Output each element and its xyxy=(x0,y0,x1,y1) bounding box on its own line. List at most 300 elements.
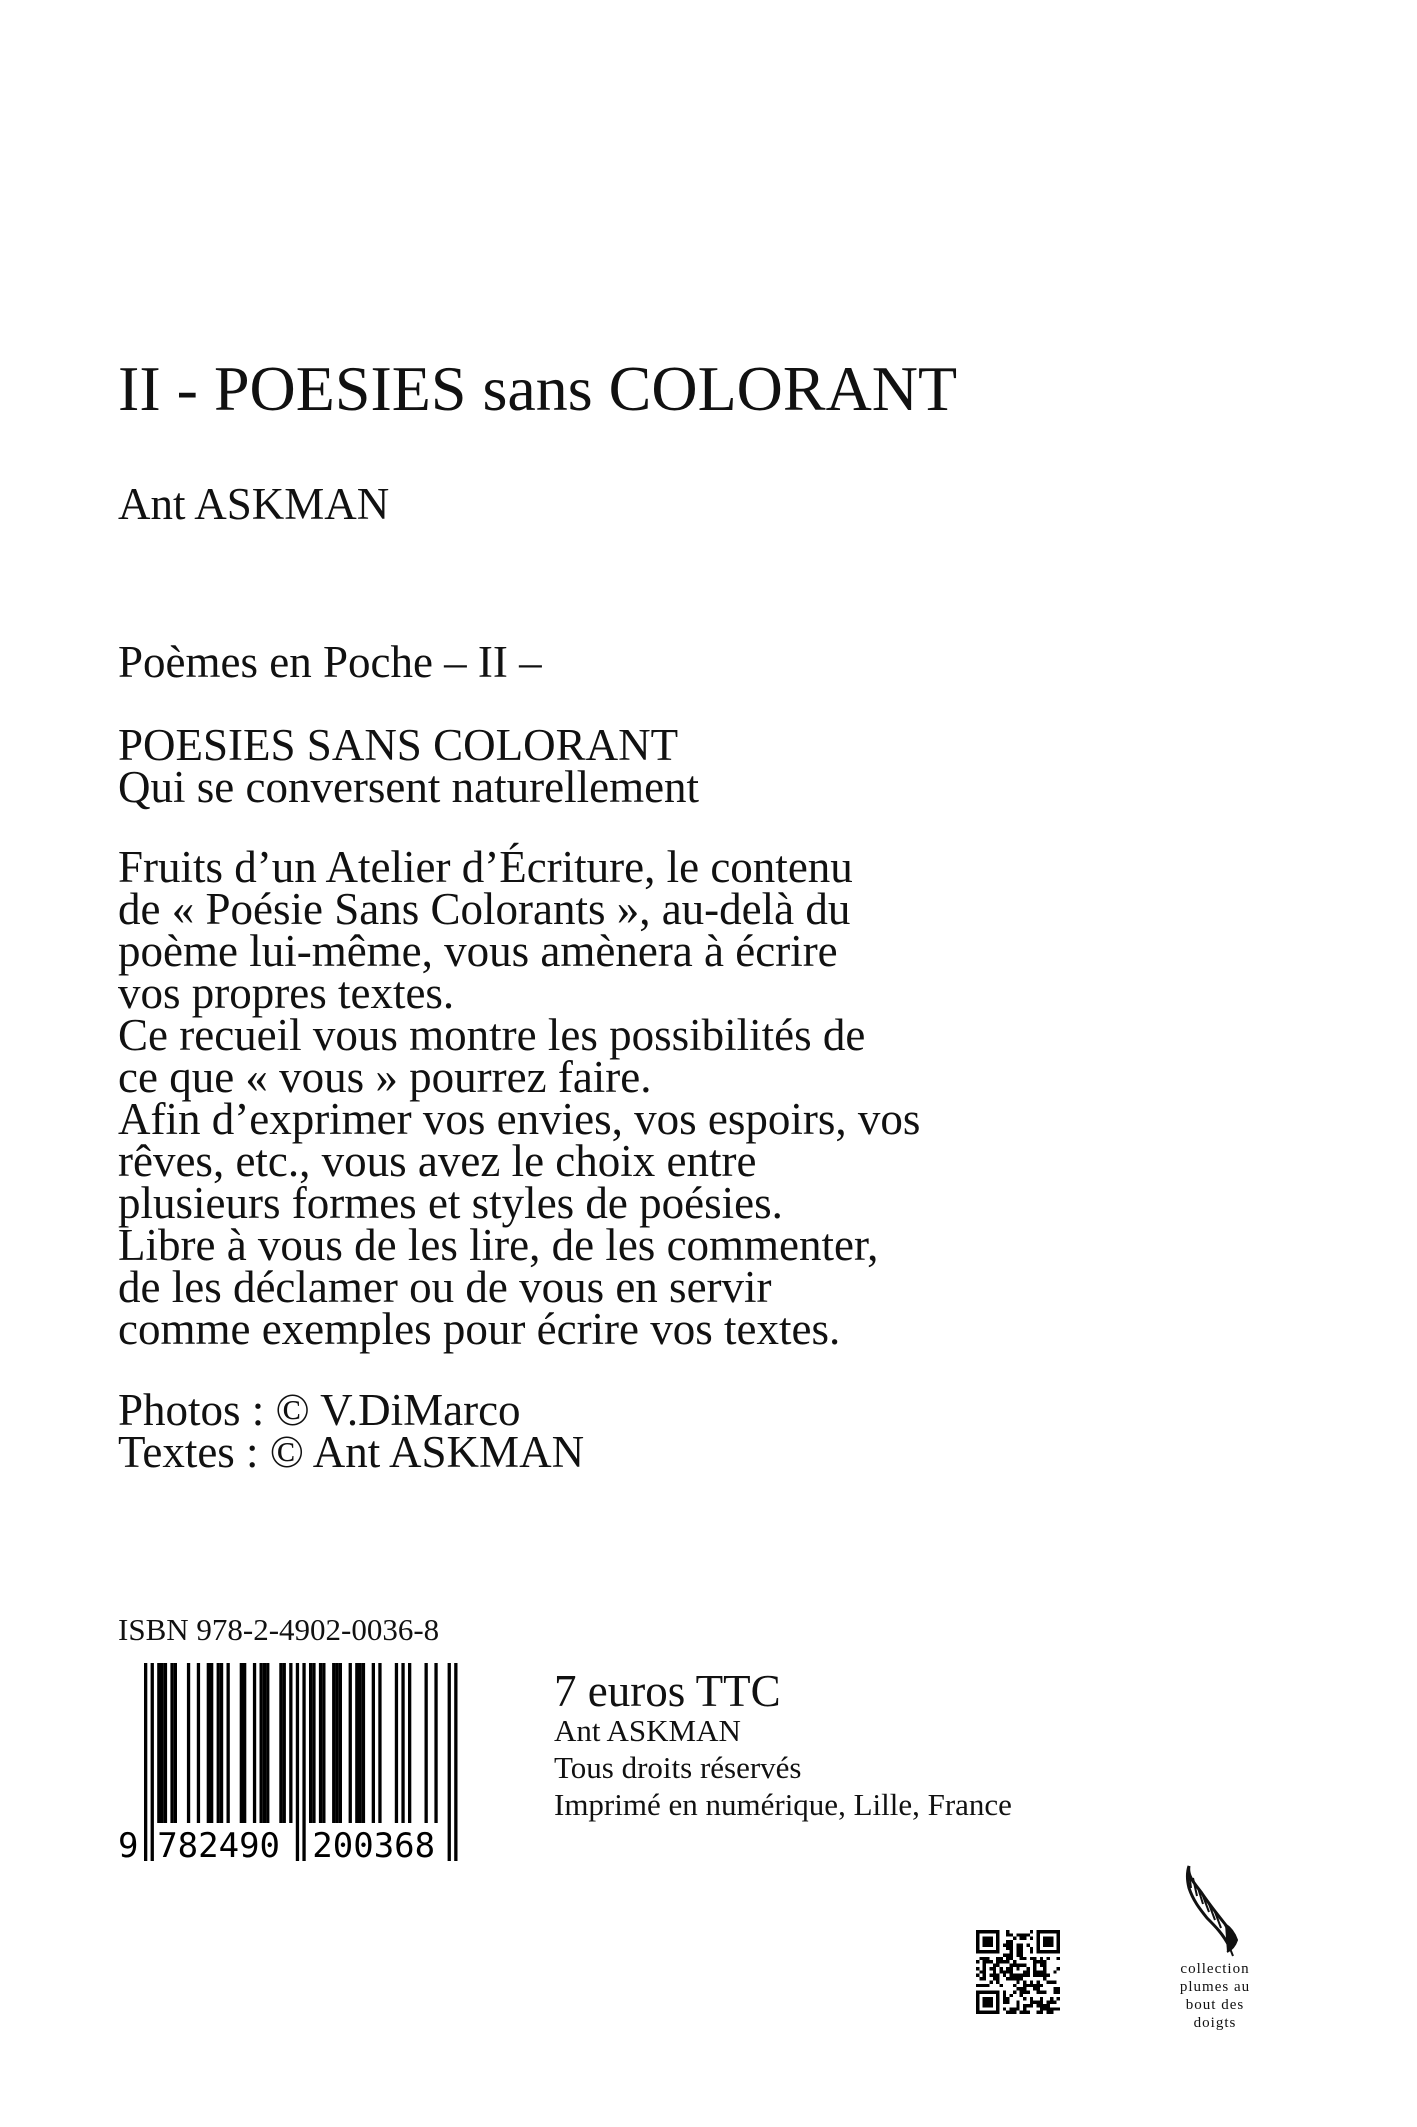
qr-module xyxy=(1010,2011,1013,2014)
qr-module xyxy=(1023,2004,1026,2007)
qr-module xyxy=(1030,1950,1033,1953)
qr-module xyxy=(1010,1994,1013,1997)
price: 7 euros TTC xyxy=(554,1666,781,1716)
barcode-bar xyxy=(170,1663,173,1823)
qr-module xyxy=(1057,1930,1060,1954)
qr-module xyxy=(1010,1964,1013,1967)
qr-module xyxy=(1010,1947,1013,1950)
qr-module xyxy=(976,1950,1000,1953)
text-credit: Textes : © Ant ASKMAN xyxy=(118,1427,585,1477)
barcode xyxy=(118,1663,490,1861)
barcode-bar xyxy=(378,1663,381,1823)
barcode-bar xyxy=(151,1663,154,1861)
qr-module xyxy=(1026,2011,1029,2014)
qr-module xyxy=(983,1964,986,1967)
qr-module xyxy=(1013,1960,1016,1963)
qr-module xyxy=(1023,1984,1026,1987)
qr-module xyxy=(1000,1984,1003,1987)
barcode-bar xyxy=(266,1663,269,1823)
qr-module xyxy=(986,1960,989,1963)
qr-module xyxy=(1057,1957,1060,1960)
qr-module xyxy=(1036,1960,1039,1963)
qr-module xyxy=(1023,1990,1026,1993)
qr-module xyxy=(1010,1943,1013,1946)
qr-module xyxy=(1033,1984,1036,1987)
barcode-bar xyxy=(296,1663,299,1861)
qr-module xyxy=(983,1977,986,1980)
qr-module xyxy=(1020,1974,1023,1977)
qr-module xyxy=(1047,2001,1050,2004)
qr-module xyxy=(1006,1954,1009,1957)
qr-module xyxy=(1000,1960,1003,1963)
qr-module xyxy=(1036,1950,1060,1953)
qr-module xyxy=(1016,1954,1019,1957)
qr-module xyxy=(1053,1987,1056,1990)
qr-module xyxy=(1036,2001,1039,2004)
barcode-bar xyxy=(372,1663,375,1823)
photo-credit: Photos : © V.DiMarco xyxy=(118,1385,521,1435)
qr-module xyxy=(1006,1940,1009,1943)
qr-module xyxy=(983,1970,986,1973)
qr-module xyxy=(1020,1987,1023,1990)
qr-module xyxy=(1010,1957,1013,1960)
barcode-bar xyxy=(289,1663,292,1823)
qr-module xyxy=(1036,1987,1039,1990)
qr-module xyxy=(1043,2004,1046,2007)
collection-name: collection plumes au bout des doigts xyxy=(1179,1961,1251,2031)
qr-module xyxy=(976,1960,979,1963)
qr-module xyxy=(1043,1970,1046,1973)
description-line: Afin d’exprimer vos envies, vos espoirs, vos xyxy=(118,1094,921,1144)
publication-info xyxy=(554,1712,1012,1823)
qr-module xyxy=(976,1930,1000,1933)
qr-module xyxy=(976,1990,979,2014)
qr-module xyxy=(1043,1964,1046,1967)
barcode-bar xyxy=(144,1663,147,1861)
qr-module xyxy=(983,1960,986,1963)
qr-module xyxy=(1023,1964,1026,1967)
qr-module xyxy=(1040,2007,1043,2010)
qr-module xyxy=(993,1977,996,1980)
qr-module xyxy=(1010,1967,1013,1970)
qr-module xyxy=(1047,1980,1050,1983)
qr-module xyxy=(1016,2001,1019,2004)
description-line: de les déclamer ou de vous en servir xyxy=(118,1262,772,1312)
qr-module xyxy=(1030,1980,1033,1983)
qr-module xyxy=(976,1974,979,1977)
qr-module xyxy=(996,1964,999,1967)
qr-module xyxy=(1040,2011,1043,2014)
qr-module xyxy=(1010,1933,1013,1936)
barcode-bar xyxy=(322,1663,325,1823)
book-title: II - POESIES sans COLORANT xyxy=(118,353,958,424)
qr-module xyxy=(1010,1970,1013,1973)
qr-module xyxy=(1013,2007,1016,2010)
qr-module xyxy=(1013,1937,1016,1940)
description-line: de « Poésie Sans Colorants », au-delà du xyxy=(118,884,851,934)
qr-module xyxy=(1040,1957,1043,1960)
barcode-bar xyxy=(187,1663,190,1823)
qr-module xyxy=(1020,1990,1023,1993)
qr-module xyxy=(986,1984,989,1987)
qr-module xyxy=(1033,1957,1036,1960)
qr-module xyxy=(979,1957,982,1960)
qr-module xyxy=(1003,1974,1006,1977)
qr-module xyxy=(1030,1937,1033,1940)
qr-module xyxy=(1013,1964,1016,1967)
qr-module xyxy=(1033,1987,1036,1990)
subtitle-line: Qui se conversent naturellement xyxy=(118,762,700,812)
qr-module xyxy=(1016,1943,1019,1946)
qr-module xyxy=(1050,2007,1053,2010)
qr-module xyxy=(1057,2007,1060,2010)
qr-module xyxy=(1023,2007,1026,2010)
qr-module xyxy=(1006,1933,1009,1936)
barcode-bar xyxy=(339,1663,342,1823)
qr-module xyxy=(1040,2001,1043,2004)
qr-module xyxy=(989,1980,992,1983)
qr-module xyxy=(1053,1970,1056,1973)
qr-module xyxy=(1000,1957,1003,1960)
qr-module xyxy=(1040,1974,1043,1977)
description-line: plusieurs formes et styles de poésies. xyxy=(118,1178,783,1228)
qr-module xyxy=(1020,1950,1023,1953)
qr-module xyxy=(976,1984,979,1987)
qr-module xyxy=(1016,2004,1019,2007)
qr-module xyxy=(1030,1997,1033,2000)
description-line: poème lui-même, vous amènera à écrire xyxy=(118,926,838,976)
qr-module xyxy=(979,1970,982,1973)
qr-module xyxy=(1053,2001,1056,2004)
qr-module xyxy=(1020,2011,1023,2014)
barcode-bar xyxy=(243,1663,246,1823)
barcode-bar xyxy=(395,1663,398,1823)
qr-module xyxy=(1003,1943,1006,1946)
qr-module xyxy=(1016,1967,1019,1970)
qr-module xyxy=(1003,2007,1006,2010)
qr-module xyxy=(1006,2001,1009,2004)
qr-module xyxy=(1020,1933,1023,1936)
barcode-bar xyxy=(448,1663,451,1861)
qr-module xyxy=(1043,2007,1046,2010)
qr-module xyxy=(979,1984,982,1987)
qr-module xyxy=(1006,1943,1009,1946)
qr-module xyxy=(1043,1974,1046,1977)
qr-module xyxy=(1040,1984,1043,1987)
rights-notice: Tous droits réservés xyxy=(554,1750,802,1785)
barcode-bar xyxy=(263,1663,266,1823)
qr-module xyxy=(1023,1974,1026,1977)
qr-module xyxy=(983,1984,986,1987)
qr-module xyxy=(1057,1990,1060,1993)
qr-module xyxy=(1010,1950,1013,1953)
barcode-bar xyxy=(434,1663,437,1823)
qr-module xyxy=(1033,1964,1036,1967)
qr-module xyxy=(1036,2011,1039,2014)
barcode-bar xyxy=(253,1663,256,1823)
qr-module xyxy=(1006,1960,1009,1963)
qr-module xyxy=(1057,1997,1060,2000)
qr-module xyxy=(1016,1974,1019,1977)
qr-module xyxy=(1020,1994,1023,1997)
qr-module xyxy=(1057,1967,1060,1970)
qr-module xyxy=(1043,1977,1046,1980)
qr-module xyxy=(983,1974,986,1977)
barcode-bar xyxy=(362,1663,365,1823)
qr-module xyxy=(1047,1974,1050,1977)
qr-module xyxy=(989,1967,992,1970)
qr-module xyxy=(1010,1977,1013,1980)
qr-module xyxy=(1016,1947,1019,1950)
qr-module xyxy=(1023,1970,1026,1973)
barcode-digits: 9 xyxy=(118,1826,139,1861)
qr-module xyxy=(1043,1990,1046,1993)
barcode-bar xyxy=(260,1663,263,1823)
qr-module xyxy=(1020,1964,1023,1967)
barcode-bar xyxy=(408,1663,411,1823)
description-line: Fruits d’un Atelier d’Écriture, le contenu xyxy=(118,842,853,892)
qr-module xyxy=(1006,1970,1009,1973)
subtitle-line: POESIES SANS COLORANT xyxy=(118,720,679,770)
qr-module xyxy=(1030,1984,1033,1987)
barcode-bar xyxy=(197,1663,200,1823)
qr-module xyxy=(993,1970,996,1973)
qr-module xyxy=(1000,1967,1003,1970)
qr-module xyxy=(986,1957,989,1960)
qr-module xyxy=(1016,1933,1019,1936)
barcode-bar xyxy=(240,1663,243,1823)
qr-module xyxy=(1040,1970,1043,1973)
barcode-bar xyxy=(359,1663,362,1823)
qr-module xyxy=(976,2011,1000,2014)
barcode-bar xyxy=(349,1663,352,1823)
qr-module xyxy=(1013,1974,1016,1977)
qr-module xyxy=(983,1997,993,2007)
publisher-author: Ant ASKMAN xyxy=(554,1713,741,1748)
barcode-bar xyxy=(319,1663,322,1823)
qr-module xyxy=(1006,1930,1009,1933)
qr-module xyxy=(1013,1977,1016,1980)
qr-module xyxy=(1033,2001,1036,2004)
description-line: rêves, etc., vous avez le choix entre xyxy=(118,1136,757,1186)
qr-module xyxy=(1006,1997,1009,2000)
qr-module xyxy=(1026,2004,1029,2007)
qr-module xyxy=(1050,1980,1053,1983)
qr-module xyxy=(1050,2001,1053,2004)
qr-module xyxy=(1006,1977,1009,1980)
qr-module xyxy=(1023,2011,1026,2014)
barcode-bar xyxy=(227,1663,230,1823)
qr-module xyxy=(976,1990,1000,1993)
barcode-bar xyxy=(355,1663,358,1823)
qr-module xyxy=(1053,1990,1056,1993)
qr-module xyxy=(996,1974,999,1977)
description-line: vos propres textes. xyxy=(118,968,455,1018)
qr-module xyxy=(1020,1943,1023,1946)
barcode-bar xyxy=(454,1663,457,1861)
qr-module xyxy=(1003,2001,1006,2004)
qr-module xyxy=(1010,1954,1013,1957)
qr-module xyxy=(996,1957,999,1960)
qr-module xyxy=(1033,1967,1036,1970)
qr-module xyxy=(976,1930,979,1954)
qr-module xyxy=(1033,1960,1036,1963)
qr-module xyxy=(996,1990,999,2014)
qr-module xyxy=(1020,1954,1023,1957)
qr-module xyxy=(1047,2007,1050,2010)
qr-code-icon xyxy=(976,1930,1060,2014)
qr-module xyxy=(1036,1974,1039,1977)
qr-module xyxy=(979,1977,982,1980)
qr-module xyxy=(1000,1970,1003,1973)
qr-module xyxy=(1020,1947,1023,1950)
qr-module xyxy=(1043,1960,1046,1963)
qr-module xyxy=(1026,1974,1029,1977)
qr-module xyxy=(1036,1930,1039,1954)
qr-module xyxy=(1026,1933,1029,1936)
series-name: Poèmes en Poche – II – xyxy=(118,637,542,687)
description-line: Ce recueil vous montre les possibilités de xyxy=(118,1010,866,1060)
qr-module xyxy=(1030,1947,1033,1950)
description-line: comme exemples pour écrire vos textes. xyxy=(118,1304,841,1354)
barcode-bar xyxy=(401,1663,404,1823)
qr-module xyxy=(993,1967,996,1970)
barcode-bar xyxy=(164,1663,167,1823)
barcode-digits: 200368 xyxy=(312,1826,436,1861)
qr-module xyxy=(1023,1957,1026,1960)
qr-module xyxy=(996,1930,999,1954)
credits-block xyxy=(118,1385,585,1477)
barcode-bar xyxy=(207,1663,210,1823)
qr-module xyxy=(983,1937,993,1947)
qr-module xyxy=(1043,1937,1053,1947)
qr-module xyxy=(1057,1987,1060,1990)
qr-module xyxy=(1023,1933,1026,1936)
qr-module xyxy=(1036,1970,1039,1973)
qr-module xyxy=(1006,2011,1009,2014)
feather-icon xyxy=(1165,1862,1265,1958)
barcode-digits: 782490 xyxy=(157,1826,281,1861)
author-name: Ant ASKMAN xyxy=(118,479,390,529)
barcode-bar xyxy=(220,1663,223,1823)
barcode-bar xyxy=(425,1663,428,1823)
qr-module xyxy=(1040,1960,1043,1963)
qr-module xyxy=(1023,1997,1026,2000)
subtitle-block xyxy=(118,720,700,812)
qr-module xyxy=(1020,1977,1023,1980)
isbn-label: ISBN 978-2-4902-0036-8 xyxy=(118,1612,440,1647)
qr-module xyxy=(1013,2011,1016,2014)
qr-module xyxy=(993,1974,996,1977)
qr-module xyxy=(1053,1980,1056,1983)
qr-module xyxy=(1010,1940,1013,1943)
qr-module xyxy=(1050,2011,1053,2014)
qr-module xyxy=(996,1977,999,1980)
qr-module xyxy=(1030,1930,1033,1933)
qr-module xyxy=(1023,1937,1026,1940)
qr-module xyxy=(983,1957,986,1960)
printing-info: Imprimé en numérique, Lille, France xyxy=(554,1787,1012,1822)
qr-module xyxy=(1026,1967,1029,1970)
qr-module xyxy=(1020,1937,1023,1940)
qr-module xyxy=(1030,2004,1033,2007)
qr-module xyxy=(1036,2004,1039,2007)
qr-module xyxy=(996,1960,999,1963)
barcode-bar xyxy=(309,1663,312,1823)
qr-module xyxy=(989,1960,992,1963)
qr-module xyxy=(1033,1970,1036,1973)
description-line: Libre à vous de les lire, de les commenter, xyxy=(118,1220,879,1270)
qr-module xyxy=(1033,1974,1036,1977)
qr-module xyxy=(976,1967,979,1970)
qr-module xyxy=(1030,2001,1033,2004)
qr-module xyxy=(1026,1984,1029,1987)
qr-module xyxy=(1003,1990,1006,1993)
qr-module xyxy=(1020,1957,1023,1960)
qr-module xyxy=(1026,1970,1029,1973)
qr-module xyxy=(1050,1997,1053,2000)
qr-module xyxy=(1003,1970,1006,1973)
barcode-bar xyxy=(335,1663,338,1823)
qr-module xyxy=(1036,1984,1039,1987)
qr-module xyxy=(1016,2007,1019,2010)
qr-module xyxy=(1040,1990,1043,1993)
qr-module xyxy=(1003,1994,1006,1997)
barcode-bar xyxy=(302,1663,305,1861)
barcode-bar xyxy=(217,1663,220,1823)
qr-module xyxy=(1026,1943,1029,1946)
qr-module xyxy=(1040,1997,1043,2000)
qr-module xyxy=(1006,1967,1009,1970)
qr-module xyxy=(1036,1930,1060,1933)
qr-module xyxy=(1016,1950,1019,1953)
qr-module xyxy=(1036,1980,1039,1983)
qr-module xyxy=(1036,1990,1039,1993)
qr-module xyxy=(1013,1990,1016,1993)
barcode-bar xyxy=(332,1663,335,1823)
qr-module xyxy=(1010,2007,1013,2010)
qr-module xyxy=(1040,2004,1043,2007)
qr-module xyxy=(1016,1980,1019,1983)
qr-module xyxy=(1016,1987,1019,1990)
qr-module xyxy=(989,1974,992,1977)
barcode-bar xyxy=(210,1663,213,1823)
barcode-bar xyxy=(161,1663,164,1823)
qr-module xyxy=(1003,1960,1006,1963)
qr-module xyxy=(1043,1967,1046,1970)
barcode-graphic xyxy=(118,1663,490,1861)
description-line: ce que « vous » pourrez faire. xyxy=(118,1052,652,1102)
qr-module xyxy=(1040,1964,1043,1967)
qr-module xyxy=(1023,1987,1026,1990)
qr-module xyxy=(1030,1957,1033,1960)
qr-module xyxy=(1013,1984,1016,1987)
qr-module xyxy=(983,1967,986,1970)
qr-module xyxy=(1006,1947,1009,1950)
qr-module xyxy=(1016,1964,1019,1967)
barcode-bar xyxy=(279,1663,282,1823)
qr-module xyxy=(1023,1980,1026,1983)
qr-module xyxy=(1026,1990,1029,1993)
qr-module xyxy=(1003,1954,1006,1957)
qr-module xyxy=(1047,2011,1050,2014)
qr-module xyxy=(993,1964,996,1967)
qr-module xyxy=(1006,1957,1009,1960)
qr-module xyxy=(996,1980,999,1983)
qr-module xyxy=(1016,1977,1019,1980)
barcode-bar xyxy=(312,1663,315,1823)
qr-module xyxy=(1003,1997,1006,2000)
